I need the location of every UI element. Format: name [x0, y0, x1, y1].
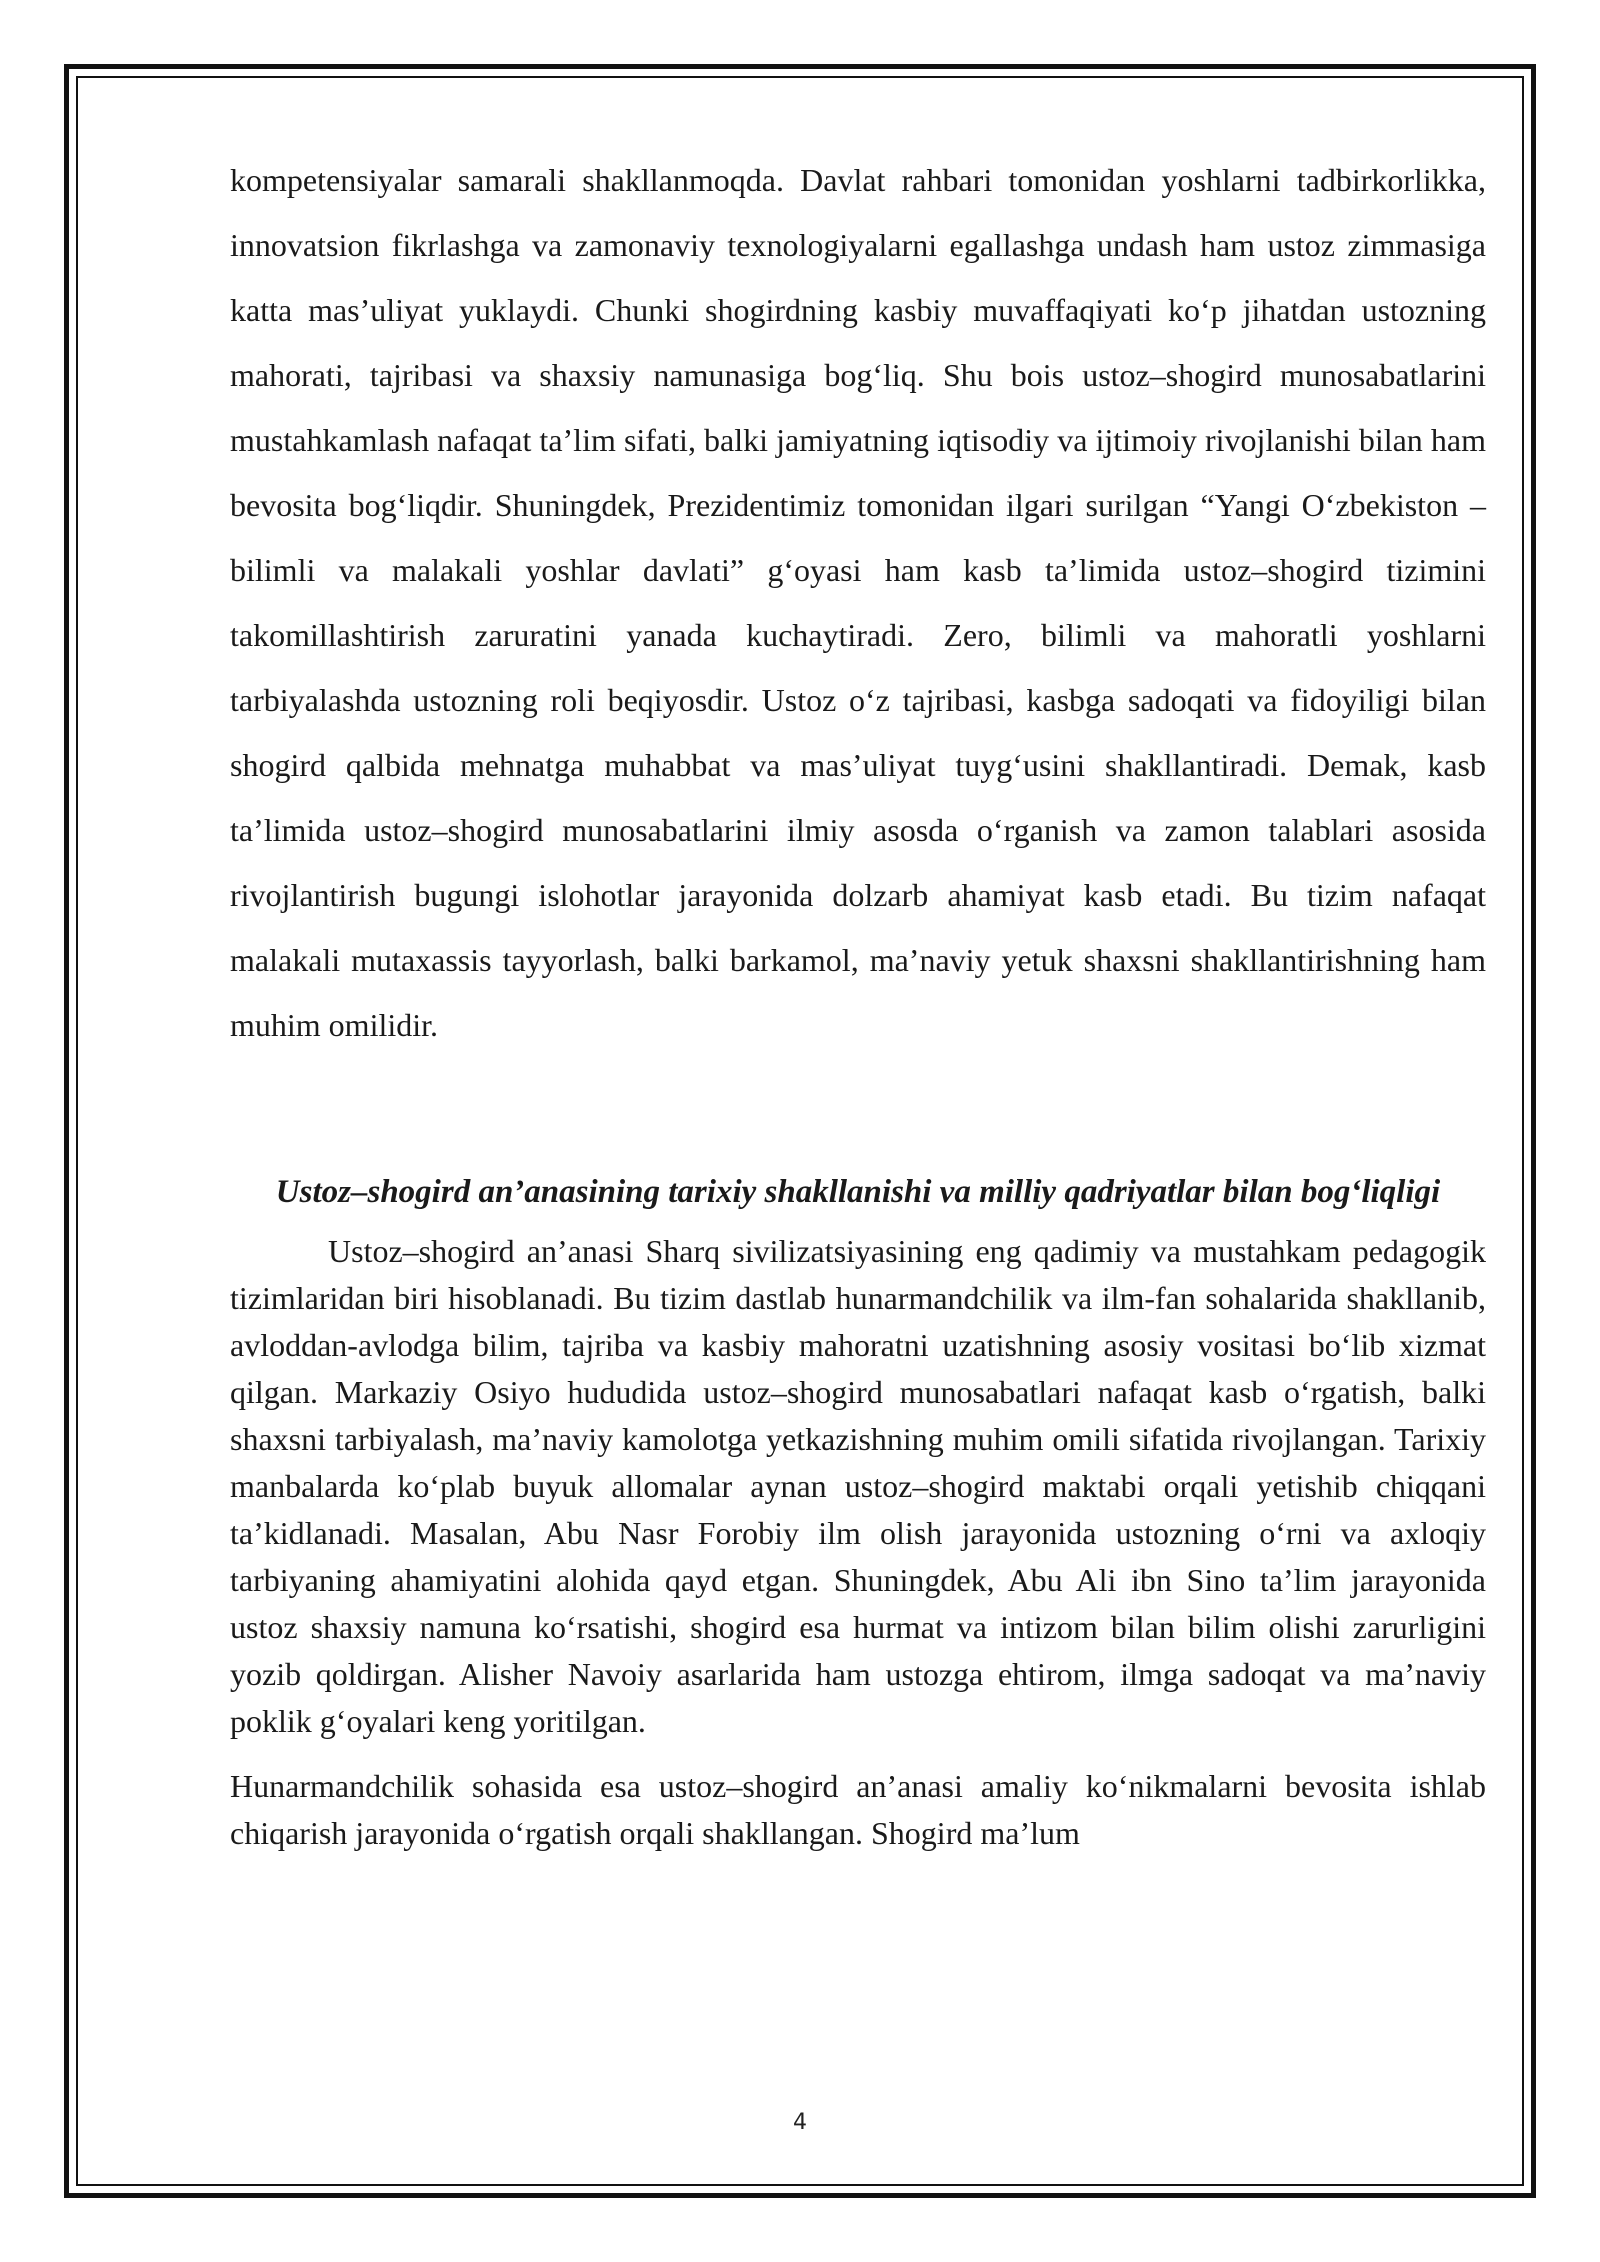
body-paragraph: Ustoz–shogird an’anasi Sharq sivilizatsiyasining eng qadimiy va mustahkam pedagogik tizimlaridan biri hisoblanadi. Bu tizim dastlab hunarmandchilik va ilm-fan sohalarida shakllanib, avloddan-avlodga bilim, tajriba va kasbiy mahoratni uzatishning asosiy vositasi bo‘lib xizmat qilgan. Markaziy Osiyo hududida ustoz–shogird munosabatlari nafaqat kasb o‘rgatish, balki shaxsni tarbiyalash, ma’naviy kamolotga yetkazishning muhim omili sifatida rivojlangan. Tarixiy manbalarda ko‘plab buyuk allomalar aynan ustoz–shogird maktabi orqali yetishib chiqqani ta’kidlanadi. Masalan, Abu Nasr Forobiy ilm olish jarayonida ustozning o‘rni va axloqiy tarbiyaning ahamiyatini alohida qayd etgan. Shuningdek, Abu Ali ibn Sino ta’lim jarayonida ustoz shaxsiy namuna ko‘rsatishi, shogird esa hurmat va intizom bilan bilim olishi zarurligini yozib qoldirgan. Alisher Navoiy asarlarida ham ustozga ehtirom, ilmga sadoqat va ma’naviy poklik g‘oyalari keng yoritilgan.: [230, 1233, 1486, 1739]
body-paragraph: kompetensiyalar samarali shakllanmoqda. Davlat rahbari tomonidan yoshlarni tadbirkorlikka, innovatsion fikrlashga va zamonaviy texnologiyalarni egallashga undash ham ustoz zimmasiga katta mas’uliyat yuklaydi. Chunki shogirdning kasbiy muvaffaqiyati ko‘p jihatdan ustozning mahorati, tajribasi va shaxsiy namunasiga bog‘liq. Shu bois ustoz–shogird munosabatlarini mustahkamlash nafaqat ta’lim sifati, balki jamiyatning iqtisodiy va ijtimoiy rivojlanishi bilan ham bevosita bog‘liqdir. Shuningdek, Prezidentimiz tomonidan ilgari surilgan “Yangi O‘zbekiston – bilimli va malakali yoshlar davlati” g‘oyasi ham kasb ta’limida ustoz–shogird tizimini takomillashtirish zaruratini yanada kuchaytiradi. Zero, bilimli va mahoratli yoshlarni tarbiyalashda ustozning roli beqiyosdir. Ustoz o‘z tajribasi, kasbga sadoqati va fidoyiligi bilan shogird qalbida mehnatga muhabbat va mas’uliyat tuyg‘usini shakllantiradi. Demak, kasb ta’limida ustoz–shogird munosabatlarini ilmiy asosda o‘rganish va zamon talablari asosida rivojlantirish bugungi islohotlar jarayonida dolzarb ahamiyat kasb etadi. Bu tizim nafaqat malakali mutaxassis tayyorlash, balki barkamol, ma’naviy yetuk shaxsni shakllantirishning ham muhim omilidir.: [230, 162, 1486, 1043]
section-heading: Ustoz–shogird an’anasining tarixiy shakllanishi va milliy qadriyatlar bilan bog‘liqligi: [275, 1174, 1441, 1210]
page-number: 4: [793, 2110, 807, 2135]
body-paragraph: Hunarmandchilik sohasida esa ustoz–shogird an’anasi amaliy ko‘nikmalarni bevosita ishlab chiqarish jarayonida o‘rgatish orqali shakllangan. Shogird ma’lum: [230, 1768, 1486, 1851]
page-content: [230, 148, 1486, 1857]
